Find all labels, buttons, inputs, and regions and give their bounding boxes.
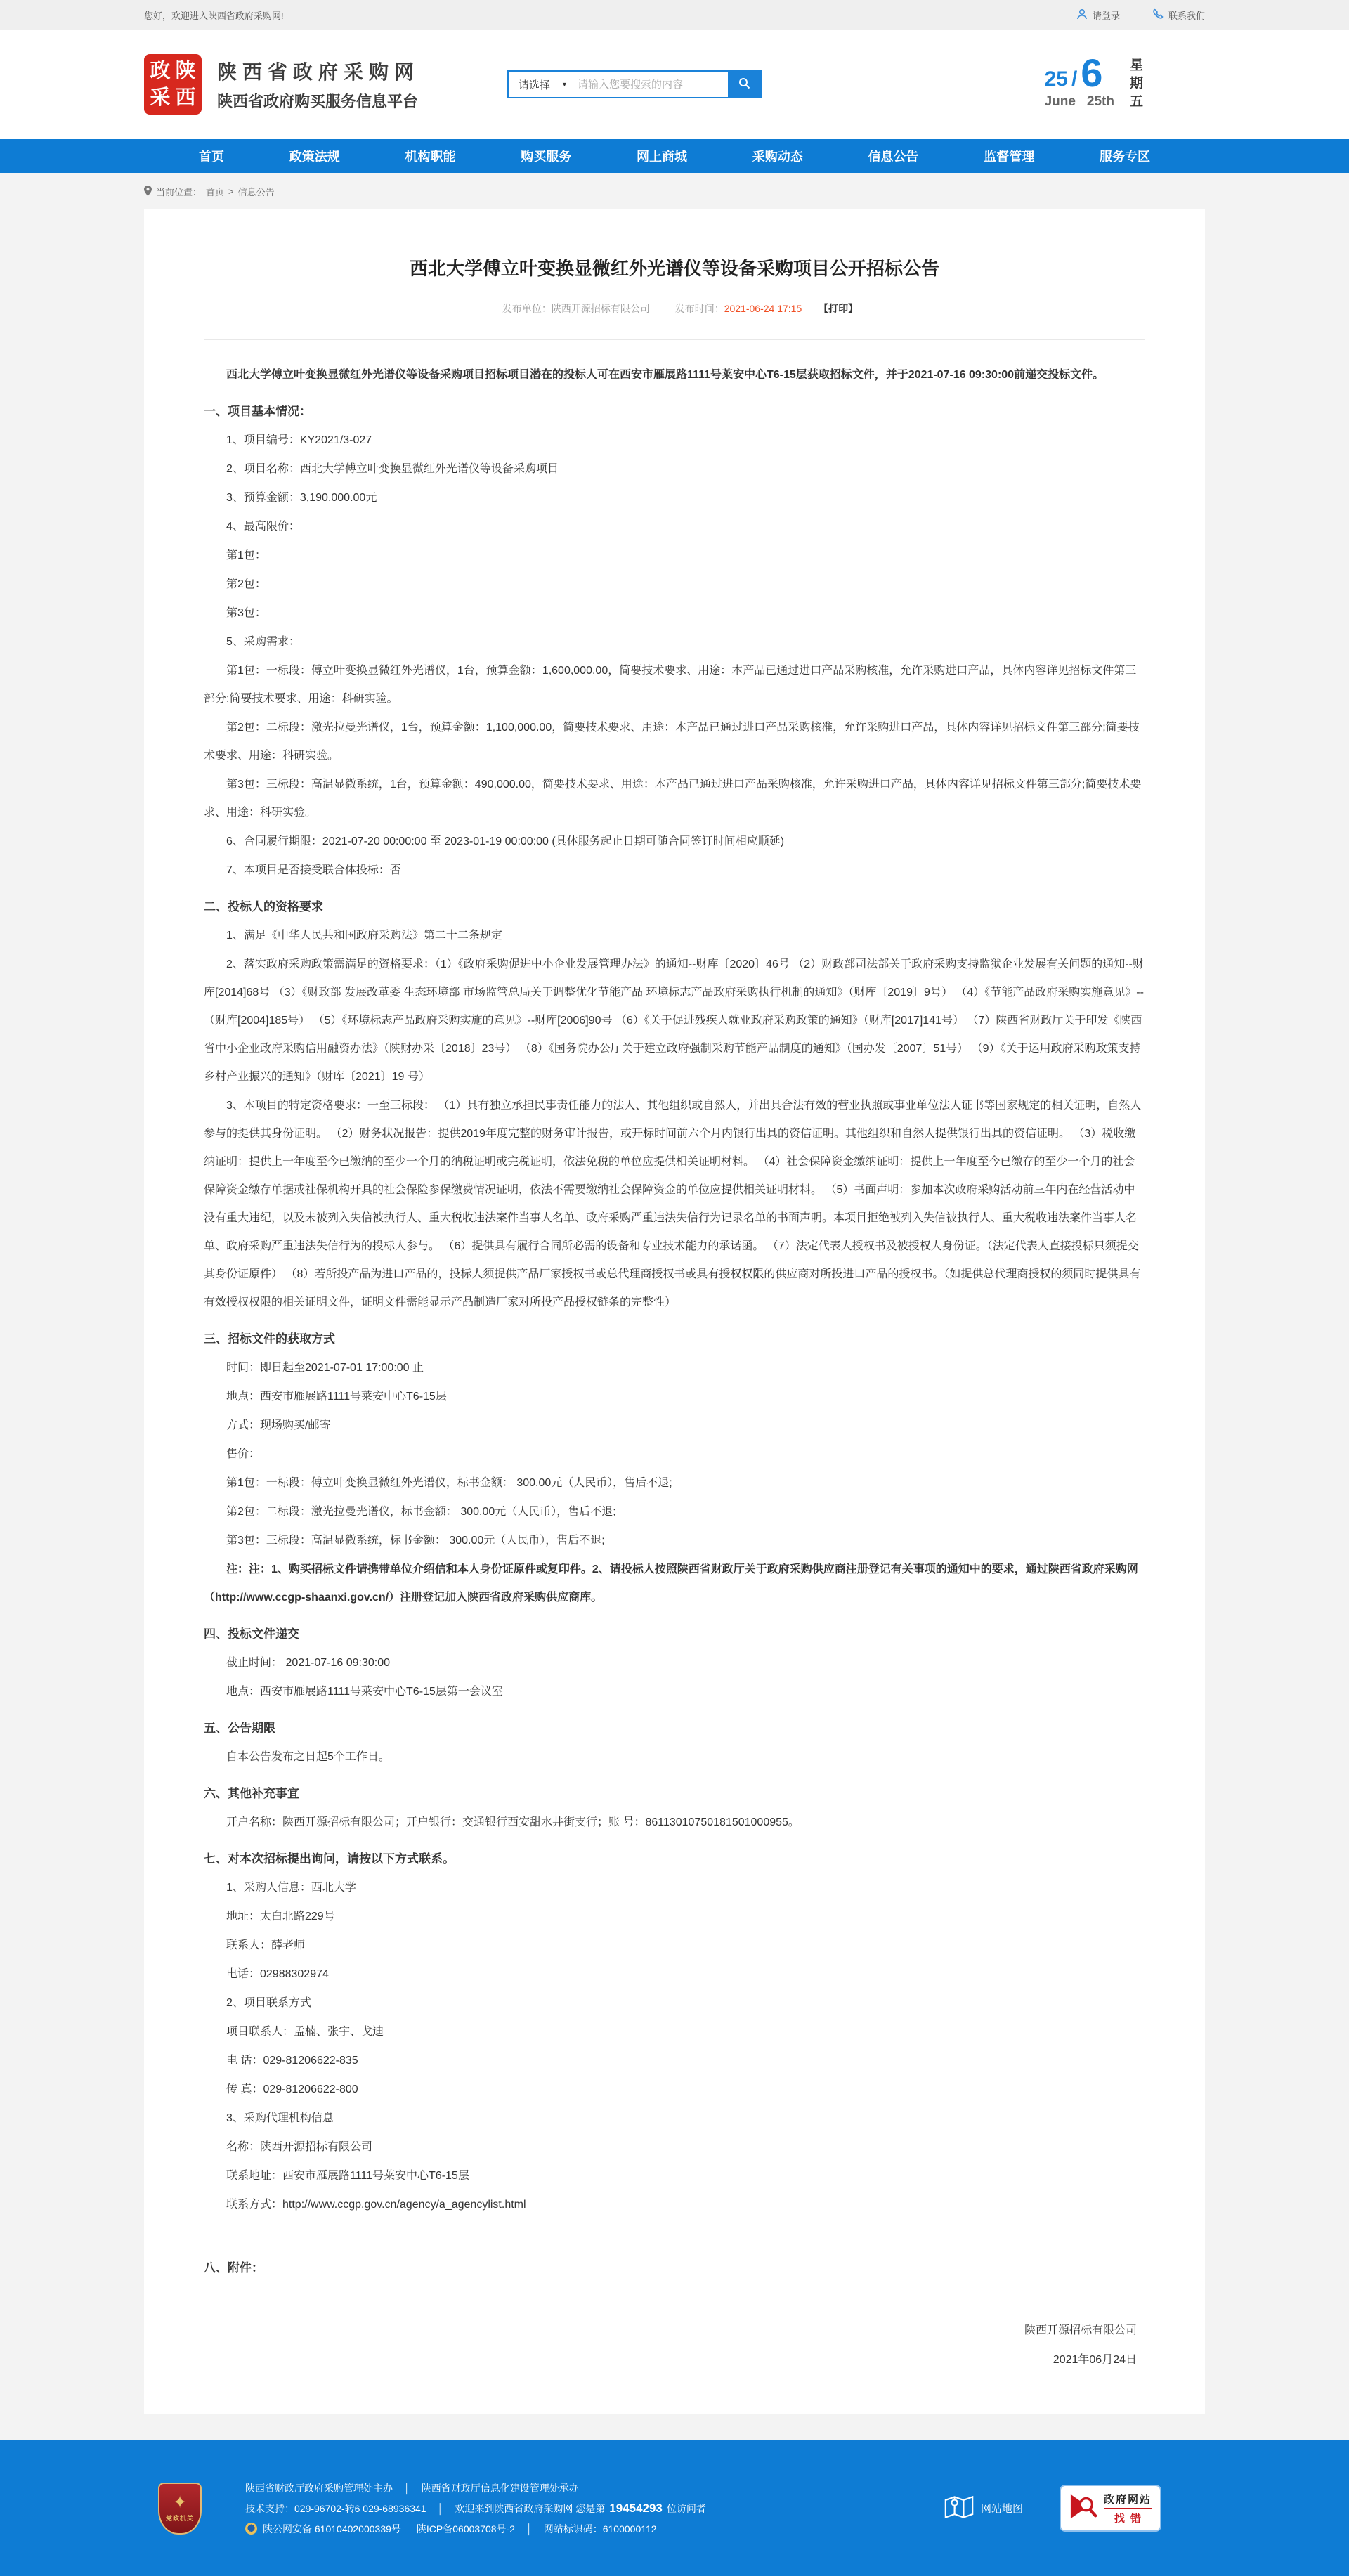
footer-support-line: 技术支持： 029-96702-转6 029-68936341 │ 欢迎来到陕西省政府采购网 您是第 19454293 位访问者: [245, 2501, 706, 2515]
site-subtitle: 陕西省政府购买服务信息平台: [217, 93, 419, 110]
logo-char: 采: [150, 86, 171, 109]
announcement-paragraph: 地点：西安市雁展路1111号莱安中心T6-15层: [226, 1391, 447, 1403]
breadcrumb-current[interactable]: 信息公告: [237, 187, 275, 197]
announcement-paragraph: 第2包：二标段：激光拉曼光谱仪，1台，预算金额：1,100,000.00，简要技术要求、用途：本产品已通过进口产品采购核准，允许采购进口产品，具体内容详见招标文件第三部分;简要技术要求、用途：科研实验。: [204, 722, 1140, 762]
main-nav: [0, 139, 1349, 173]
announcement-paragraph: 时间：即日起至2021-07-01 17:00:00 止: [226, 1362, 424, 1374]
site-footer: [0, 2440, 1349, 2576]
announcement-paragraph: 一、项目基本情况：: [204, 405, 311, 418]
announcement-paragraph: 3、预算金额：3,190,000.00元: [226, 492, 377, 504]
announcement-paragraph: 2、项目名称：西北大学傅立叶变换显微红外光谱仪等设备采购项目: [226, 463, 559, 475]
announcement-card: [144, 209, 1205, 2414]
gov-error-report-badge[interactable]: 政府网站 找错: [1060, 2485, 1161, 2532]
announcement-paragraph: 1、采购人信息：西北大学: [226, 1882, 356, 1894]
visitor-count: 19454293: [609, 2501, 663, 2515]
shield-emblem-icon: ✦: [172, 2492, 188, 2512]
announcement-paragraph: 4、最高限价：: [226, 521, 300, 533]
sitemap-link[interactable]: 网站地图: [944, 2493, 1023, 2524]
nav-item[interactable]: 首页: [199, 150, 224, 164]
login-link[interactable]: 请登录: [1076, 8, 1120, 22]
footer-beian-line: 陕公网安备 61010402000339号 陕ICP备06003708号-2 │ 网站标识码：6100000112: [245, 2522, 706, 2536]
beian-police-link[interactable]: 陕公网安备 61010402000339号: [263, 2523, 401, 2535]
police-badge-icon: [245, 2523, 257, 2535]
logo-char: 西: [175, 86, 196, 109]
site-header: [0, 30, 1349, 139]
nav-item[interactable]: 服务专区: [1100, 150, 1150, 164]
date-weekday: 星期五: [1128, 58, 1142, 112]
announcement-paragraph: 二、投标人的资格要求: [204, 900, 323, 913]
announcement-paragraph: 地点：西安市雁展路1111号莱安中心T6-15层第一会议室: [226, 1686, 503, 1698]
location-pin-icon: [144, 186, 152, 198]
announcement-paragraph: 第2包：二标段：激光拉曼光谱仪，标书金额： 300.00元（人民币），售后不退;: [226, 1506, 616, 1518]
announcement-paragraph: 第3包：三标段：高温显微系统，标书金额： 300.00元（人民币），售后不退;: [226, 1535, 605, 1547]
nav-item[interactable]: 购买服务: [521, 150, 572, 164]
announcement-paragraph: 传 真：029-81206622-800: [226, 2083, 358, 2095]
logo-char: 陕: [175, 59, 196, 82]
search-button[interactable]: [728, 72, 760, 97]
announcement-paragraph: 五、公告期限: [204, 1722, 275, 1735]
announcement-paragraph: 名称：陕西开源招标有限公司: [226, 2141, 373, 2153]
announcement-paragraph: 联系人：薛老师: [226, 1939, 306, 1951]
site-logo[interactable]: [144, 54, 202, 115]
announcement-paragraph: 方式：现场购买/邮寄: [226, 1419, 331, 1431]
logo-char: 政: [150, 59, 171, 82]
contact-link[interactable]: 联系我们: [1152, 8, 1205, 22]
signature-date: 2021年06月24日: [1053, 2354, 1137, 2366]
announcement-paragraph: 售价：: [226, 1448, 261, 1460]
announcement-paragraph: 七、对本次招标提出询问，请按以下方式联系。: [204, 1852, 455, 1866]
announcement-paragraph: 第3包：三标段：高温显微系统，1台，预算金额：490,000.00，简要技术要求、用途：本产品已通过进口产品采购核准，允许采购进口产品，具体内容详见招标文件第三部分;简要技术要求、用途：科研实验。: [204, 779, 1142, 819]
announcement-paragraph: 项目联系人：孟楠、张宇、戈迪: [226, 2026, 384, 2038]
publish-time: 2021-06-24 17:15: [724, 303, 802, 314]
search-icon: [738, 77, 750, 91]
gov-shield-badge: ✦ 党政机关: [158, 2483, 202, 2535]
nav-item[interactable]: 机构职能: [405, 150, 456, 164]
signature-company: 陕西开源招标有限公司: [1024, 2324, 1137, 2336]
phone-icon: [1152, 8, 1164, 22]
announcement-paragraph: 5、采购需求：: [226, 636, 300, 648]
search-box: [507, 70, 762, 98]
welcome-text: 您好，欢迎进入陕西省政府采购网!: [144, 10, 284, 21]
announcement-paragraph: 六、其他补充事宜: [204, 1787, 299, 1800]
announcement-paragraph: 地址：太白北路229号: [226, 1911, 335, 1923]
announcement-paragraph: 三、招标文件的获取方式: [204, 1332, 335, 1346]
beian-icp-link[interactable]: 陕ICP备06003708号-2: [416, 2523, 515, 2535]
search-category-select[interactable]: 请选择 ▼: [519, 79, 568, 91]
search-input[interactable]: [576, 78, 728, 91]
page-title: 西北大学傅立叶变换显微红外光谱仪等设备采购项目公开招标公告: [409, 258, 939, 279]
date-day: 25: [1044, 67, 1068, 91]
announcement-paragraph: 联系地址：西安市雁展路1111号莱安中心T6-15层: [226, 2170, 469, 2182]
announcement-paragraph: 注：注：1、购买招标文件请携带单位介绍信和本人身份证原件或复印件。2、请投标人按照陕西省财政厅关于政府采购供应商注册登记有关事项的通知中的要求，通过陕西省政府采购网（http://www.ccgp-shaanxi.gov.cn/）注册登记加入陕西省政府采购供应商库。: [204, 1563, 1138, 1604]
attachment-heading: 八、附件：: [204, 2261, 263, 2275]
date-month: 6: [1081, 51, 1103, 95]
announcement-paragraph: 6、合同履行期限：2021-07-20 00:00:00 至 2023-01-19 00:00:00 (具体服务起止日期可随合同签订时间相应顺延): [226, 835, 785, 847]
error-magnifier-icon: [1069, 2491, 1097, 2525]
announcement-body: [204, 361, 1145, 2219]
announcement-paragraph: 第1包：一标段：傅立叶变换显微红外光谱仪，标书金额： 300.00元（人民币），售后不退;: [226, 1477, 672, 1489]
announcement-paragraph: 自本公告发布之日起5个工作日。: [226, 1751, 390, 1763]
announcement-paragraph: 3、采购代理机构信息: [226, 2112, 334, 2124]
nav-item[interactable]: 政策法规: [289, 150, 340, 164]
chevron-down-icon: ▼: [561, 81, 568, 88]
announcement-paragraph: 电话：02988302974: [226, 1968, 329, 1980]
nav-item[interactable]: 监督管理: [984, 150, 1035, 164]
footer-organizer-line: 陕西省财政厅政府采购管理处主办 │ 陕西省财政厅信息化建设管理处承办: [245, 2482, 579, 2494]
print-button[interactable]: 【打印】: [819, 303, 859, 314]
announcement-paragraph: 开户名称：陕西开源招标有限公司；开户银行：交通银行西安甜水井街支行；账 号：86113010750181501000955。: [226, 1816, 800, 1828]
divider: [204, 339, 1145, 340]
nav-item[interactable]: 网上商城: [637, 150, 687, 164]
date-display: 25 / 6 June 25th 星期五: [1045, 56, 1182, 112]
announcement-paragraph: 3、本项目的特定资格要求：一至三标段： （1）具有独立承担民事责任能力的法人、其他组织或自然人，并出具合法有效的营业执照或事业单位法人证书等国家规定的相关证明，自然人参与的提供其身份证明。 （2）财务状况报告：提供2019年度完整的财务审计报告，或开标时间前六个月内银行出具的资信证明。其他组织和自然人提供银行出具的资信证明。 （3）税收缴纳证明：提供上一年度至今已缴纳的至少一个月的纳税证明或完税证明，依法免税的单位应提供相关证明材料。 （4）社会保障资金缴纳证明：提供上一年度至今已缴存的至少一个月的社会保障资金缴存单据或社保机构开具的社会保险参保缴费情况证明，依法不需要缴纳社会保障资金的单位应提供相关证明材料。 （5）书面声明：参加本次政府采购活动前三年内在经营活动中没有重大违纪，以及未被列入失信被执行人、重大税收违法案件当事人名单、政府采购严重违法失信行为记录名单的书面声明。本项目拒绝被列入失信被执行人、重大税收违法案件当事人名单、政府采购严重违法失信行为的投标人参与。 （6）提供具有履行合同所必需的设备和专业技术能力的承诺函。 （7）法定代表人授权书及被授权人身份证。（法定代表人直接投标只须提交其身份证原件） （8）若所投产品为进口产品的，投标人须提供产品厂家授权书或总代理商授权书或具有授权权限的供应商对所投进口产品的授权书。（如提供总代理商授权的须同时提供具有有效授权权限的相关证明文件，证明文件需能显示产品制造厂家对所投产品授权链条的完整性）: [204, 1100, 1142, 1308]
publisher: 陕西开源招标有限公司: [551, 303, 650, 314]
article-meta: 发布单位：陕西开源招标有限公司 发布时间：2021-06-24 17:15 【打印】: [502, 303, 859, 314]
breadcrumb-home[interactable]: 首页: [206, 187, 225, 197]
announcement-paragraph: 第1包：一标段：傅立叶变换显微红外光谱仪，1台，预算金额：1,600,000.00，简要技术要求、用途：本产品已通过进口产品采购核准，允许采购进口产品，具体内容详见招标文件第三部分;简要技术要求、用途：科研实验。: [204, 665, 1137, 705]
announcement-paragraph: 2、项目联系方式: [226, 1997, 311, 2009]
nav-item[interactable]: 信息公告: [868, 150, 919, 164]
announcement-paragraph: 第2包：: [226, 578, 266, 590]
map-icon: [944, 2493, 974, 2524]
announcement-paragraph: 第1包：: [226, 549, 266, 561]
announcement-paragraph: 7、本项目是否接受联合体投标：否: [226, 864, 401, 876]
announcement-paragraph: 1、满足《中华人民共和国政府采购法》第二十二条规定: [226, 930, 502, 942]
announcement-paragraph: 电 话：029-81206622-835: [226, 2055, 358, 2067]
user-icon: [1076, 8, 1088, 22]
site-name: 陕西省政府采购网: [217, 61, 420, 83]
top-bar: [0, 0, 1349, 30]
announcement-paragraph: 四、投标文件递交: [204, 1627, 299, 1641]
nav-item[interactable]: 采购动态: [752, 150, 803, 164]
announcement-paragraph: 第3包：: [226, 607, 266, 619]
announcement-paragraph: 联系方式：http://www.ccgp.gov.cn/agency/a_agencylist.html: [226, 2199, 526, 2211]
announcement-paragraph: 2、落实政府采购政策需满足的资格要求：（1）《政府采购促进中小企业发展管理办法》的通知--财库〔2020〕46号 （2）财政部司法部关于政府采购支持监狱企业发展有关问题的通知--财库[2014]68号 （3）《财政部 发展改革委 生态环境部 市场监管总局关于调整优化节能产品 环境标志产品政府采购执行机制的通知》（财库〔2019〕9号） （4）《节能产品政府采购实施意见》--（财库[2004]185号） （5）《环境标志产品政府采购实施的意见》--财库[2006]90号 （6）《关于促进残疾人就业政府采购政策的通知》（财库[2017]141号） （7）陕西省财政厅关于印发《陕西省中小企业政府采购信用融资办法》（陕财办采〔2018〕23号） （8）《国务院办公厅关于建立政府强制采购节能产品制度的通知》（国办发〔2007〕51号） （9）《关于运用政府采购政策支持乡村产业振兴的通知》（财库〔2021〕19 号）: [204, 958, 1144, 1083]
announcement-paragraph: 西北大学傅立叶变换显微红外光谱仪等设备采购项目招标项目潜在的投标人可在西安市雁展路1111号莱安中心T6-15层获取招标文件，并于2021-07-16 09:30:00前递交投标文件。: [226, 369, 1104, 381]
breadcrumb: 当前位置： 首页 > 信息公告: [144, 173, 1205, 209]
site-code: 网站标识码：6100000112: [543, 2523, 657, 2535]
announcement-paragraph: 1、项目编号：KY2021/3-027: [226, 434, 372, 446]
signature-block: [204, 2316, 1145, 2375]
announcement-paragraph: 截止时间： 2021-07-16 09:30:00: [226, 1657, 391, 1669]
